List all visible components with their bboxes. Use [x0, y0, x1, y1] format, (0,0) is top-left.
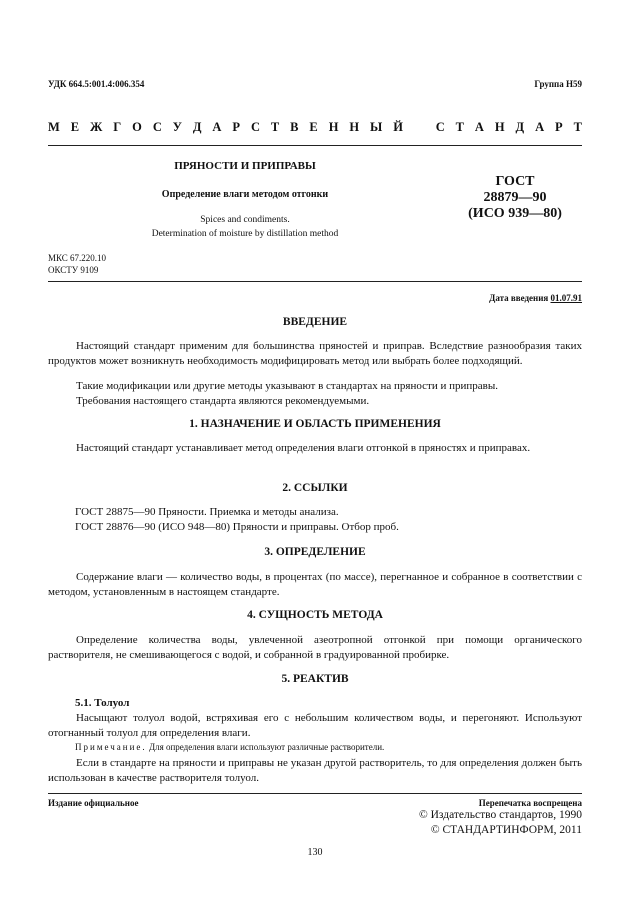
banner-letter: Н	[494, 120, 505, 134]
banner-letter: А	[212, 120, 222, 134]
copyright-2: © СТАНДАРТИНФОРМ, 2011	[430, 824, 582, 836]
banner-letter: О	[132, 120, 142, 134]
intro-heading: ВВЕДЕНИЕ	[282, 316, 348, 328]
banner-letter: А	[535, 120, 545, 134]
effective-date	[489, 293, 582, 303]
banner-letter: С	[250, 120, 260, 134]
section-2-heading: 2. ССЫЛКИ	[282, 482, 348, 494]
section-1-heading: 1. НАЗНАЧЕНИЕ И ОБЛАСТЬ ПРИМЕНЕНИЯ	[189, 418, 441, 430]
banner-letter: Н	[349, 120, 360, 134]
banner-letter: Р	[232, 120, 241, 134]
iso-number: (ИСО 939—80)	[468, 206, 562, 221]
standard-subtitle: Определение влаги методом отгонки	[161, 189, 329, 200]
banner-letter: Ы	[370, 120, 383, 134]
codes-divider	[48, 281, 582, 282]
banner-letter: С	[435, 120, 445, 134]
banner-letter: Т	[270, 120, 280, 134]
banner-letter: М	[48, 120, 60, 134]
mks-code: МКС 67.220.10	[48, 253, 107, 263]
reference-2: ГОСТ 28876—90 (ИСО 948—80) Пряности и приправы. Отбор проб.	[75, 521, 399, 533]
copyright-1: © Издательство стандартов, 1990	[418, 809, 582, 821]
banner-letter: В	[290, 120, 299, 134]
section-5-paragraph-1: Насыщают толуол водой, встряхивая его с небольшим количеством воды, и перегоняют. Используют отогнанный толуол для определения влаги.	[48, 712, 582, 739]
interstate-standard-banner	[48, 120, 582, 135]
note-text: Для определения влаги используют различные растворители.	[148, 742, 385, 752]
group-code: Группа Н59	[534, 79, 582, 89]
banner-letter: Н	[328, 120, 339, 134]
banner-letter: С	[152, 120, 162, 134]
note-label: Примечание.	[75, 742, 147, 752]
reference-1: ГОСТ 28875—90 Пряности. Приемка и методы анализа.	[75, 506, 339, 518]
banner-letter: Д	[192, 120, 202, 134]
banner-letter: Д	[515, 120, 525, 134]
english-title-line: Determination of moisture by distillation method	[151, 229, 339, 239]
reprint-prohibited: Перепечатка воспрещена	[478, 798, 582, 808]
section-3-heading: 3. ОПРЕДЕЛЕНИЕ	[264, 546, 366, 558]
section-4-paragraph: Определение количества воды, увлеченной азеотропной отгонкой при помощи органического растворителя, не смешивающегося с водой, и собранной в градуированной пробирке.	[48, 634, 582, 661]
note	[75, 742, 384, 752]
effective-date-label: Дата введения	[489, 293, 549, 303]
udk-code: УДК 664.5:001.4:006.354	[48, 79, 145, 89]
intro-paragraph-3: Требования настоящего стандарта являются рекомендуемыми.	[76, 395, 370, 407]
section-5-heading: 5. РЕАКТИВ	[281, 673, 349, 685]
gost-label: ГОСТ	[495, 174, 535, 189]
banner-letter: У	[172, 120, 182, 134]
official-edition: Издание официальное	[48, 798, 139, 808]
english-title-line: Spices and condiments.	[200, 215, 290, 225]
banner-letter: Й	[393, 120, 403, 134]
header-divider	[48, 145, 582, 146]
english-title	[100, 213, 390, 241]
page-number: 130	[307, 847, 323, 858]
intro-paragraph-2: Такие модификации или другие методы указывают в стандартах на пряности и приправы.	[76, 380, 498, 392]
effective-date-value: 01.07.91	[550, 293, 582, 303]
banner-letter: Е	[309, 120, 318, 134]
banner-letter: А	[474, 120, 484, 134]
gost-number: 28879—90	[483, 190, 547, 205]
standard-title: ПРЯНОСТИ И ПРИПРАВЫ	[174, 160, 316, 172]
section-1-paragraph: Настоящий стандарт устанавливает метод определения влаги отгонкой в пряностях и приправах.	[76, 442, 531, 454]
okstu-code: ОКСТУ 9109	[48, 265, 99, 275]
footer-divider	[48, 793, 582, 794]
subsection-5-1-title: 5.1. Толуол	[75, 697, 130, 709]
classification-codes	[48, 252, 106, 276]
gost-designation	[450, 174, 580, 222]
banner-letter: Т	[573, 120, 582, 134]
intro-paragraph-1: Настоящий стандарт применим для большинства пряностей и приправ. Вследствие разнообразия таких продуктов может возникнуть необходимость модифицировать метод или выбрать более подходящий.	[48, 340, 582, 367]
banner-letter: Т	[455, 120, 464, 134]
banner-letter: Ж	[90, 120, 103, 134]
section-4-heading: 4. СУЩНОСТЬ МЕТОДА	[247, 609, 383, 621]
section-5-paragraph-2: Если в стандарте на пряности и приправы не указан другой растворитель, то для определения должен быть использован в качестве растворителя толуол.	[48, 757, 582, 784]
banner-letter: Г	[113, 120, 122, 134]
banner-letter: Е	[70, 120, 80, 134]
banner-letter: Р	[555, 120, 563, 134]
section-3-paragraph: Содержание влаги — количество воды, в процентах (по массе), перегнанное и собранное в соответствии с методом, установленным в настоящем стандарте.	[48, 571, 582, 598]
